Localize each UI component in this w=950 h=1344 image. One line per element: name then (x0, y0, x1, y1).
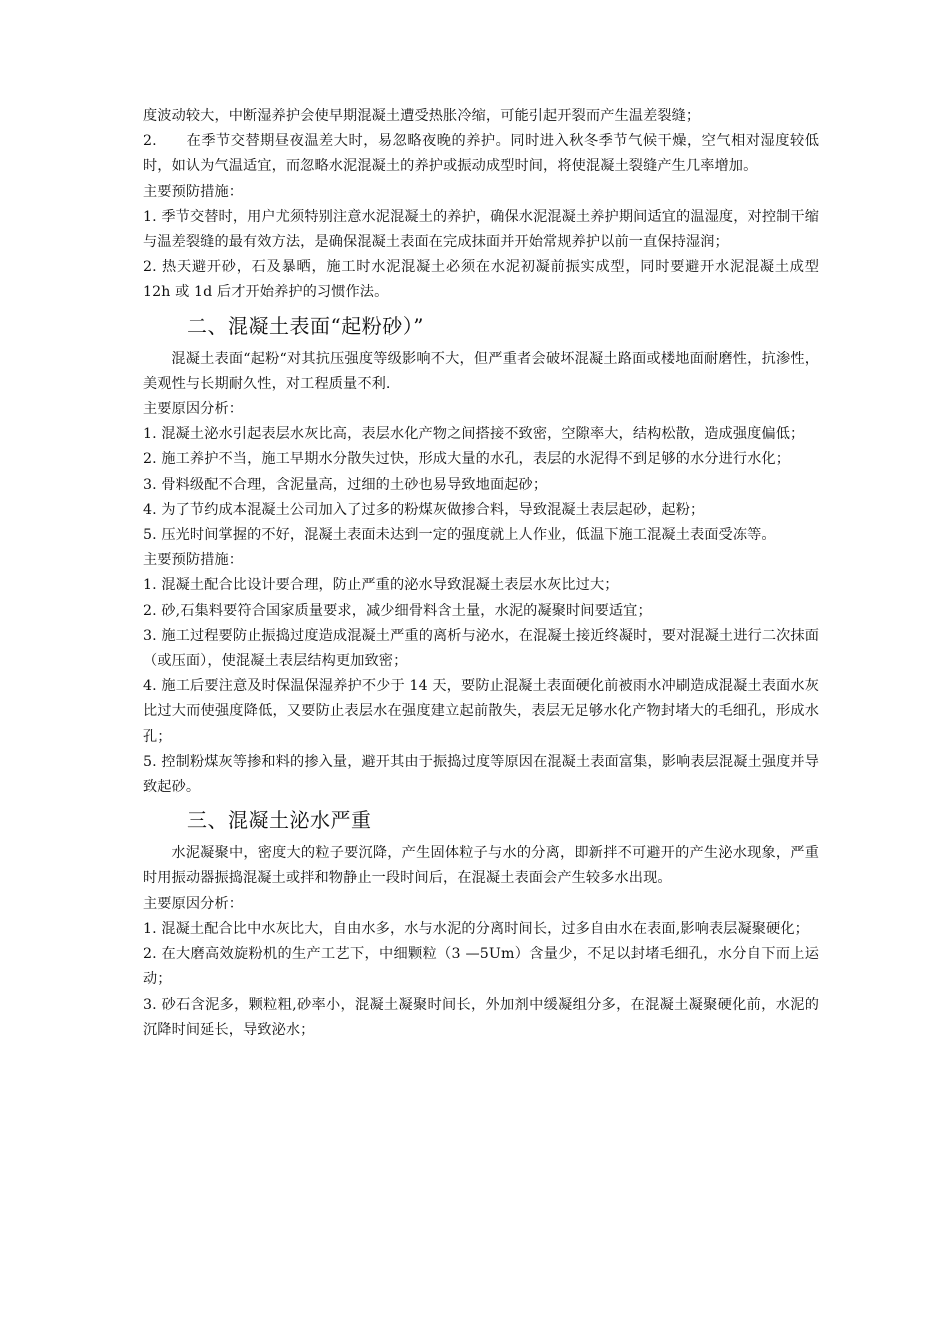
subheading-prevention: 主要预防措施： (143, 552, 244, 569)
list-item: 2. 热天避开砂，石及暴晒，施工时水泥混凝土必须在水泥初凝前振实成型，同时要避开水泥混凝土成型 12h 或 1d 后才开始养护的习惯作法。 (143, 259, 819, 301)
list-item: 5. 压光时间掌握的不好，混凝土表面未达到一定的强度就上人作业，低温下施工混凝土表面受冻等。 (143, 527, 776, 544)
section-heading-2: 二、混凝土表面“起粉砂）” (187, 313, 424, 338)
list-item: 3. 施工过程要防止振捣过度造成混凝土严重的离析与泌水，在混凝土接近终凝时，要对混凝土进行二次抹面（或压面），使混凝土表层结构更加致密； (143, 627, 819, 670)
list-item: 2. 施工养护不当，施工早期水分散失过快，形成大量的水孔，表层的水泥得不到足够的水分进行水化； (143, 451, 790, 468)
list-item: 1. 季节交替时，用户尤须特别注意水泥混凝土的养护，确保水泥混凝土养护期间适宜的温湿度，对控制干缩与温差裂缝的最有效方法，是确保混凝土表面在完成抹面并开始常规养护以前一直保持湿润； (143, 208, 819, 251)
list-item: 4. 施工后要注意及时保温保湿养护不少于 14 天，要防止混凝土表面硬化前被雨水冲刷造成混凝土表面水灰比过大而使强度降低，又要防止表层水在强度建立起前散失，表层无足够水化产物封堵大的毛细孔，形成水孔； (143, 678, 819, 745)
list-item: 2. 砂,石集料要符合国家质量要求，减少细骨料含土量，水泥的凝聚时间要适宜； (143, 602, 652, 619)
document-page (143, 104, 819, 1043)
list-item: 3. 砂石含泥多，颗粒粗,砂率小，混凝土凝聚时间长，外加剂中缓凝组分多，在混凝土凝聚硬化前，水泥的沉降时间延长，导致泌水； (143, 996, 819, 1038)
list-item: 4. 为了节约成本混凝土公司加入了过多的粉煤灰做掺合料，导致混凝土表层起砂，起粉； (143, 501, 705, 518)
subheading-prevention: 主要预防措施： (143, 183, 244, 200)
list-item: 1. 混凝土泌水引起表层水灰比高，表层水化产物之间搭接不致密，空隙率大，结构松散，造成强度偏低； (143, 426, 805, 443)
section-intro: 混凝土表面“起粉“对其抗压强度等级影响不大，但严重者会破坏混凝土路面或楼地面耐磨性，抗渗性，美观性与长期耐久性，对工程质量不利. (143, 350, 819, 392)
list-item: 2. 在大磨高效旋粉机的生产工艺下，中细颗粒（3 —5Um）含量少，不足以封堵毛细孔，水分自下而上运动； (143, 946, 819, 988)
subheading-causes: 主要原因分析： (143, 401, 244, 418)
list-item: 2. 在季节交替期昼夜温差大时，易忽略夜晚的养护。同时进入秋冬季节气候干燥，空气相对湿度较低时，如认为气温适宜，而忽略水泥混凝土的养护或振动成型时间，将使混凝土裂缝产生几率增加。 (143, 133, 819, 175)
section-heading-3: 三、混凝土泌水严重 (187, 808, 372, 833)
list-item: 3. 骨料级配不合理，含泥量高，过细的土砂也易导致地面起砂； (143, 476, 548, 493)
list-item: 1. 混凝土配合比中水灰比大，自由水多，水与水泥的分离时间长，过多自由水在表面,影响表层凝聚硬化； (143, 920, 809, 937)
paragraph-text: 度波动较大，中断湿养护会使早期混凝土遭受热胀冷缩，可能引起开裂而产生温差裂缝； (143, 108, 701, 124)
section-intro: 水泥凝聚中，密度大的粒子要沉降，产生固体粒子与水的分离，即新拌不可避开的产生泌水现象，严重时用振动器振捣混凝土或拌和物静止一段时间后，在混凝土表面会产生较多水出现。 (143, 845, 819, 887)
subheading-causes: 主要原因分析： (143, 895, 244, 912)
list-item: 1. 混凝土配合比设计要合理，防止严重的泌水导致混凝土表层水灰比过大； (143, 577, 619, 594)
list-item: 5. 控制粉煤灰等掺和料的掺入量，避开其由于振捣过度等原因在混凝土表面富集，影响表层混凝土强度并导致起砂。 (143, 753, 819, 796)
